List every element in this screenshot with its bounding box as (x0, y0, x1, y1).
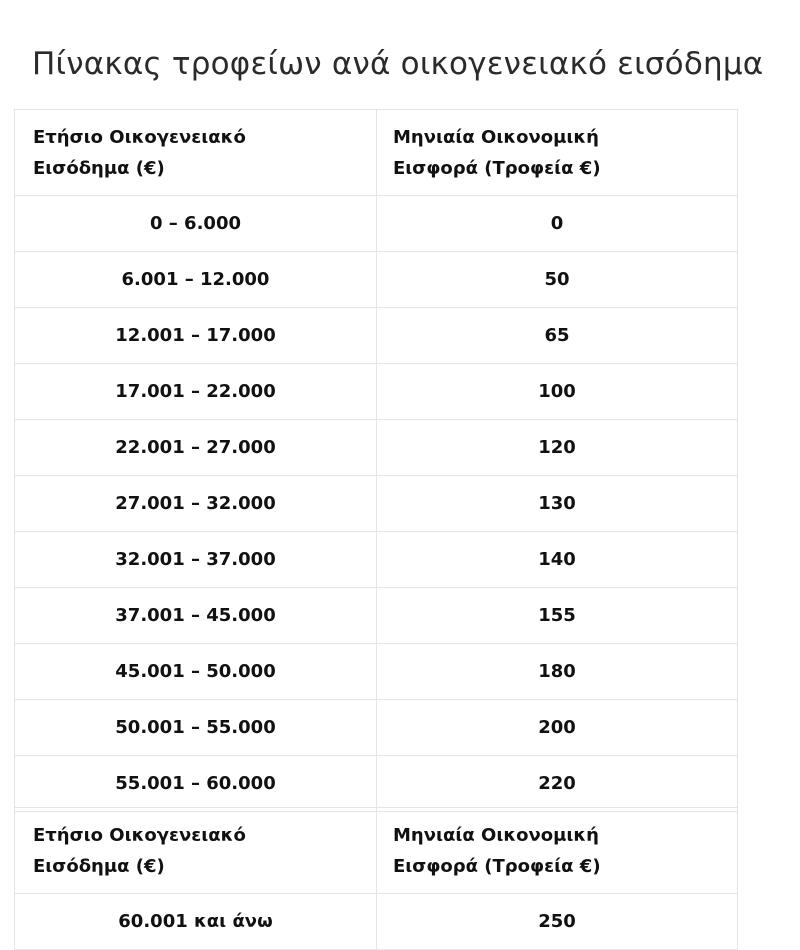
monthly-fee-cell: 140 (377, 532, 738, 588)
income-header-cell (15, 110, 377, 196)
table-row (15, 420, 738, 476)
table-row (15, 476, 738, 532)
monthly-fee-cell: 120 (377, 420, 738, 476)
income-range-cell: 12.001 – 17.000 (15, 308, 377, 364)
income-range-cell: 17.001 – 22.000 (15, 364, 377, 420)
monthly-fee-cell: 200 (377, 700, 738, 756)
income-range-cell: 32.001 – 37.000 (15, 532, 377, 588)
fee-header-line2: Εισφορά (Τροφεία €) (393, 856, 601, 877)
income-header-line2: Εισόδημα (€) (33, 856, 165, 877)
monthly-fee-cell: 0 (377, 196, 738, 252)
monthly-fee-cell: 100 (377, 364, 738, 420)
monthly-fee-cell: 220 (377, 756, 738, 812)
monthly-fee-cell: 180 (377, 644, 738, 700)
income-header-line1: Ετήσιο Οικογενειακό (33, 825, 246, 846)
monthly-fee-cell: 50 (377, 252, 738, 308)
monthly-fee-cell: 65 (377, 308, 738, 364)
income-range-cell: 22.001 – 27.000 (15, 420, 377, 476)
table-row (15, 756, 738, 812)
monthly-fee-cell: 250 (377, 894, 738, 950)
table-header-row (15, 808, 738, 894)
table-row (15, 252, 738, 308)
table-row (15, 532, 738, 588)
fee-table-continuation (14, 807, 738, 950)
income-range-cell: 6.001 – 12.000 (15, 252, 377, 308)
table-row (15, 308, 738, 364)
income-range-cell: 37.001 – 45.000 (15, 588, 377, 644)
income-range-cell: 55.001 – 60.000 (15, 756, 377, 812)
table-row (15, 894, 738, 950)
table-row (15, 644, 738, 700)
fee-header-cell (377, 110, 738, 196)
income-range-cell: 60.001 και άνω (15, 894, 377, 950)
monthly-fee-cell: 130 (377, 476, 738, 532)
income-range-cell: 45.001 – 50.000 (15, 644, 377, 700)
page-title: Πίνακας τροφείων ανά οικογενειακό εισόδημα (32, 46, 764, 82)
income-header-cell (15, 808, 377, 894)
table-row (15, 588, 738, 644)
income-header-line2: Εισόδημα (€) (33, 158, 165, 179)
fee-header-cell (377, 808, 738, 894)
income-range-cell: 0 – 6.000 (15, 196, 377, 252)
fee-header-line1: Μηνιαία Οικονομική (393, 825, 599, 846)
fee-table (14, 109, 738, 812)
fee-header-line2: Εισφορά (Τροφεία €) (393, 158, 601, 179)
fee-header-line1: Μηνιαία Οικονομική (393, 127, 599, 148)
income-header-line1: Ετήσιο Οικογενειακό (33, 127, 246, 148)
table-header-row (15, 110, 738, 196)
table-row (15, 364, 738, 420)
table-row (15, 196, 738, 252)
income-range-cell: 27.001 – 32.000 (15, 476, 377, 532)
income-range-cell: 50.001 – 55.000 (15, 700, 377, 756)
monthly-fee-cell: 155 (377, 588, 738, 644)
table-row (15, 700, 738, 756)
